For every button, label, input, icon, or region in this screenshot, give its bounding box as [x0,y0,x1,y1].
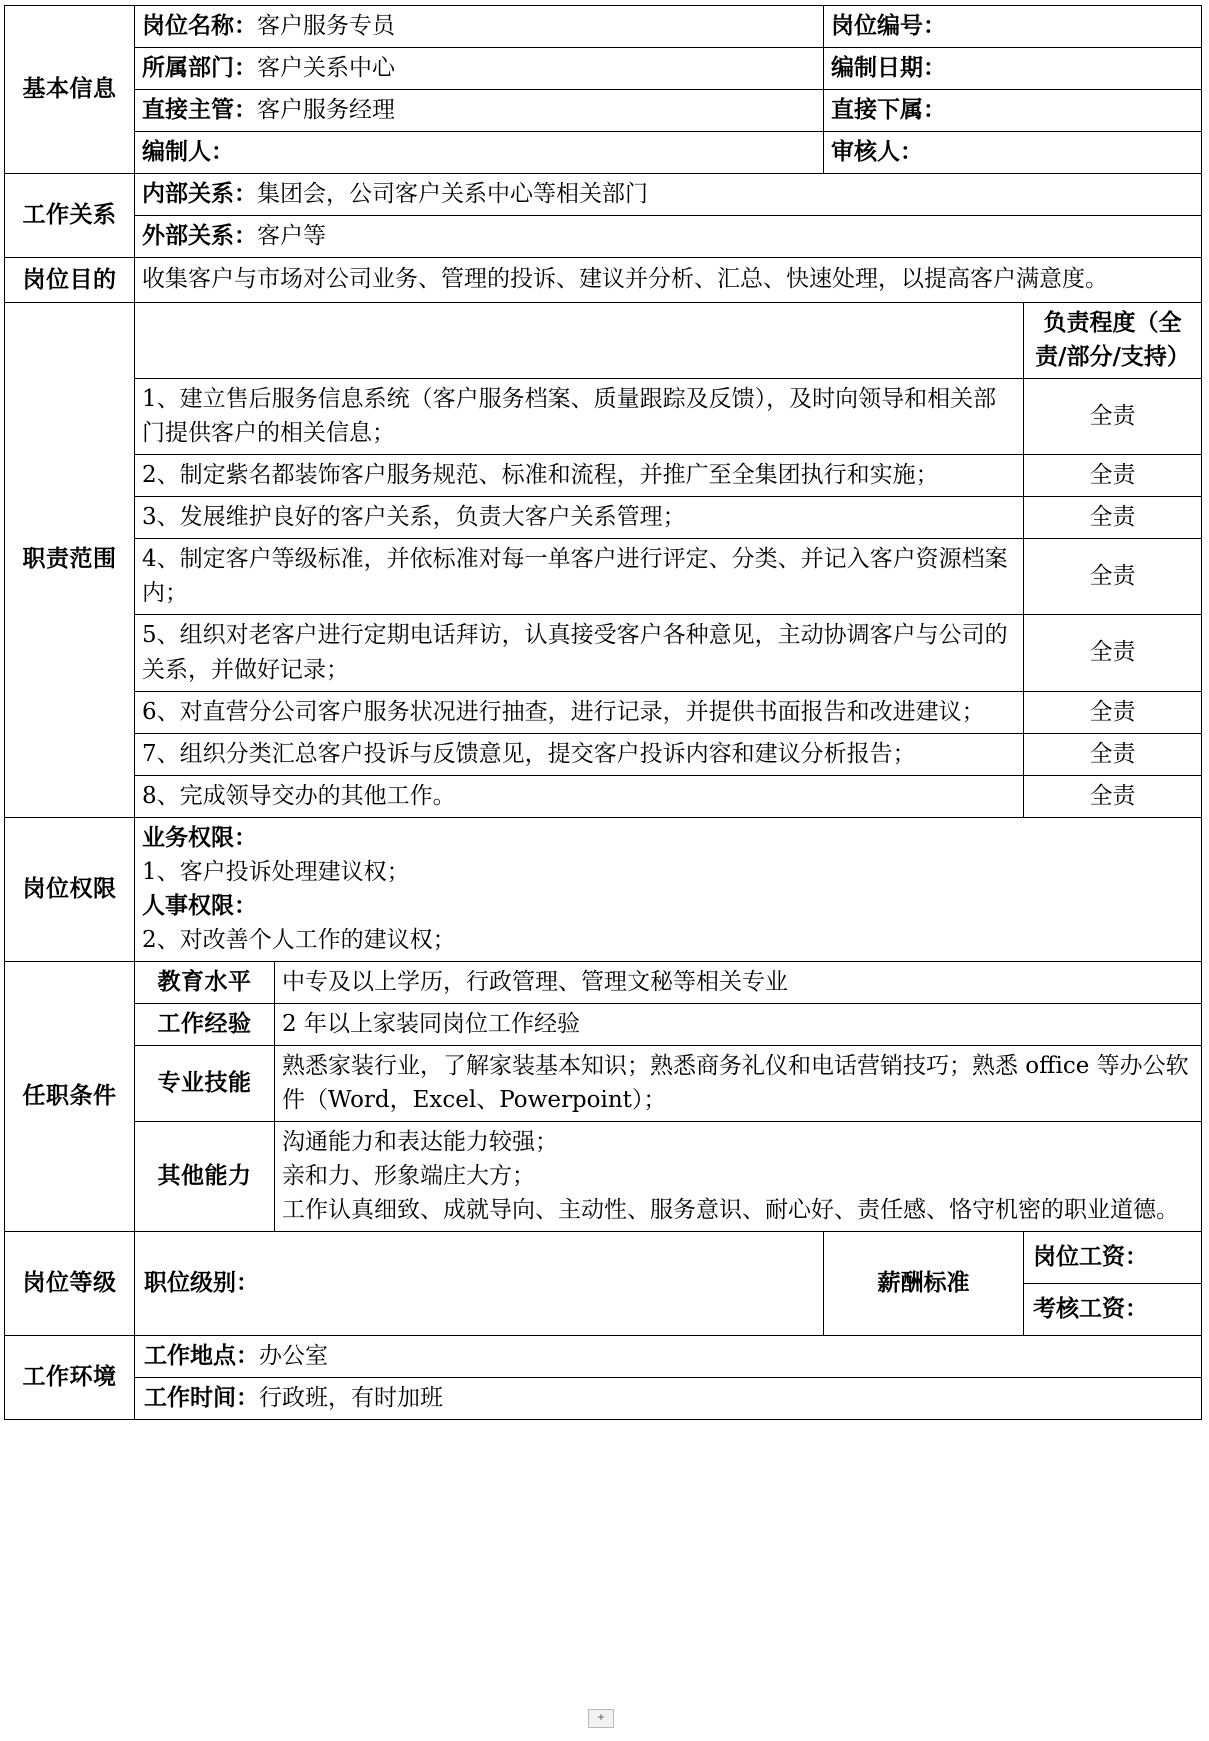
field-label-department: 所属部门： [142,54,257,82]
qualification-label-experience: 工作经验 [135,1003,275,1045]
field-external-relations [135,216,1202,258]
field-label-internal-relations: 内部关系： [142,180,257,208]
duty-text: 8、完成领导交办的其他工作。 [135,775,1024,817]
table-row-qualification-education [5,961,1202,1003]
duty-text: 6、对直营分公司客户服务状况进行抽查，进行记录，并提供书面报告和改进建议； [135,691,1024,733]
section-label-duties: 职责范围 [5,303,135,817]
field-value-direct-supervisor: 客户服务经理 [257,97,395,124]
authority-content [135,817,1202,961]
field-internal-relations [135,174,1202,216]
table-row-duty-4 [5,539,1202,615]
position-level-label: 职位级别： [144,1268,259,1296]
table-row-basic-4 [5,132,1202,174]
field-label-reviewer: 审核人： [831,138,924,166]
duty-text: 3、发展维护良好的客户关系，负责大客户关系管理； [135,497,1024,539]
field-department [135,48,824,90]
qualification-other-line: 亲和力、形象端庄大方； [282,1162,535,1189]
table-row-job-grade-1 [5,1231,1202,1283]
job-description-table [4,5,1202,1420]
field-work-location [135,1335,1202,1377]
duty-level-header: 负责程度（全责/部分/支持） [1024,303,1202,379]
job-description-sheet [0,5,1209,1741]
duty-text: 7、组织分类汇总客户投诉与反馈意见，提交客户投诉内容和建议分析报告； [135,733,1024,775]
table-row-qualification-other [5,1121,1202,1231]
field-prepared-date [824,48,1202,90]
field-reviewer [824,132,1202,174]
qualification-value-other [275,1121,1202,1231]
duty-level: 全责 [1024,615,1202,691]
field-direct-reports [824,90,1202,132]
field-direct-supervisor [135,90,824,132]
qualification-label-skills: 专业技能 [135,1045,275,1121]
field-label-external-relations: 外部关系： [142,222,257,250]
field-work-hours [135,1378,1202,1420]
section-label-work-relations: 工作关系 [5,174,135,258]
field-preparer [135,132,824,174]
table-row-duty-8 [5,775,1202,817]
pay-label-performance-salary: 考核工资： [1033,1294,1149,1322]
field-label-direct-reports: 直接下属： [831,96,947,124]
table-row-qualification-skills [5,1045,1202,1121]
qualification-value-education: 中专及以上学历，行政管理、管理文秘等相关专业 [275,961,1202,1003]
field-label-work-location: 工作地点： [144,1341,259,1369]
field-label-work-hours: 工作时间： [144,1384,259,1411]
duty-level: 全责 [1024,539,1202,615]
field-value-internal-relations: 集团会，公司客户关系中心等相关部门 [257,181,648,208]
section-label-authority: 岗位权限 [5,817,135,961]
field-value-job-title: 客户服务专员 [257,13,395,39]
section-label-job-grade: 岗位等级 [5,1231,135,1335]
section-label-qualifications: 任职条件 [5,961,135,1231]
qualification-value-skills: 熟悉家装行业，了解家装基本知识；熟悉商务礼仪和电话营销技巧；熟悉 office 等办公软件（Word，Excel、Powerpoint）； [275,1045,1202,1121]
section-label-basic-info: 基本信息 [5,6,135,174]
table-row-work-env-location [5,1335,1202,1377]
table-row-duty-7 [5,733,1202,775]
qualification-label-education: 教育水平 [135,961,275,1003]
table-row-duty-1 [5,379,1202,455]
duty-text: 2、制定紫名都装饰客户服务规范、标准和流程，并推广至全集团执行和实施； [135,455,1024,497]
duty-text: 5、组织对老客户进行定期电话拜访，认真接受客户各种意见，主动协调客户与公司的关系，并做好记录； [135,615,1024,691]
table-row-relations-external [5,216,1202,258]
duty-level: 全责 [1024,497,1202,539]
field-label-job-code: 岗位编号： [831,12,947,39]
qualification-other-line: 沟通能力和表达能力较强； [282,1128,558,1155]
pay-label-base-salary: 岗位工资： [1033,1242,1149,1270]
table-row-authority [5,817,1202,961]
authority-line: 2、对改善个人工作的建议权； [142,926,456,953]
field-value-external-relations: 客户等 [257,223,326,250]
table-row-relations-internal [5,174,1202,216]
qualification-label-other: 其他能力 [135,1121,275,1231]
field-label-job-title: 岗位名称： [142,12,257,39]
pay-row-performance-salary [1024,1283,1202,1335]
qualification-value-experience: 2 年以上家装同岗位工作经验 [275,1003,1202,1045]
table-row-basic-3 [5,90,1202,132]
duty-level: 全责 [1024,691,1202,733]
table-row-duty-5 [5,615,1202,691]
field-value-department: 客户关系中心 [257,55,395,82]
position-level-field [135,1231,824,1335]
table-row-duty-header [5,303,1202,379]
table-row-work-env-hours [5,1378,1202,1420]
duty-header-blank [135,303,1024,379]
section-label-job-purpose: 岗位目的 [5,258,135,303]
duty-text: 1、建立售后服务信息系统（客户服务档案、质量跟踪及反馈），及时向领导和相关部门提供客户的相关信息； [135,379,1024,455]
add-page-button[interactable]: + [588,1709,614,1728]
table-row-duty-2 [5,455,1202,497]
field-value-work-hours: 行政班，有时加班 [259,1385,443,1411]
field-value-work-location: 办公室 [259,1342,328,1369]
section-label-work-environment: 工作环境 [5,1335,135,1419]
duty-level: 全责 [1024,455,1202,497]
table-row-duty-3 [5,497,1202,539]
field-label-preparer: 编制人： [142,138,234,166]
field-job-code [824,6,1202,48]
authority-line: 人事权限： [142,891,257,919]
table-row-basic-2 [5,48,1202,90]
pay-row-base-salary [1024,1231,1202,1283]
field-label-prepared-date: 编制日期： [831,54,947,82]
qualification-other-line: 工作认真细致、成就导向、主动性、服务意识、耐心好、责任感、恪守机密的职业道德。 [282,1196,1179,1223]
duty-level: 全责 [1024,379,1202,455]
duty-level: 全责 [1024,733,1202,775]
field-label-direct-supervisor: 直接主管： [142,96,257,124]
field-job-title [135,6,824,48]
salary-standard-label: 薪酬标准 [824,1231,1024,1335]
authority-line: 业务权限： [142,823,257,851]
table-row-duty-6 [5,691,1202,733]
job-purpose-text: 收集客户与市场对公司业务、管理的投诉、建议并分析、汇总、快速处理，以提高客户满意度。 [135,258,1202,303]
authority-line: 1、客户投诉处理建议权； [142,858,410,885]
table-row-basic-1 [5,6,1202,48]
duty-level: 全责 [1024,775,1202,817]
table-row-qualification-experience [5,1003,1202,1045]
duty-text: 4、制定客户等级标准，并依标准对每一单客户进行评定、分类、并记入客户资源档案内； [135,539,1024,615]
table-row-job-purpose [5,258,1202,303]
